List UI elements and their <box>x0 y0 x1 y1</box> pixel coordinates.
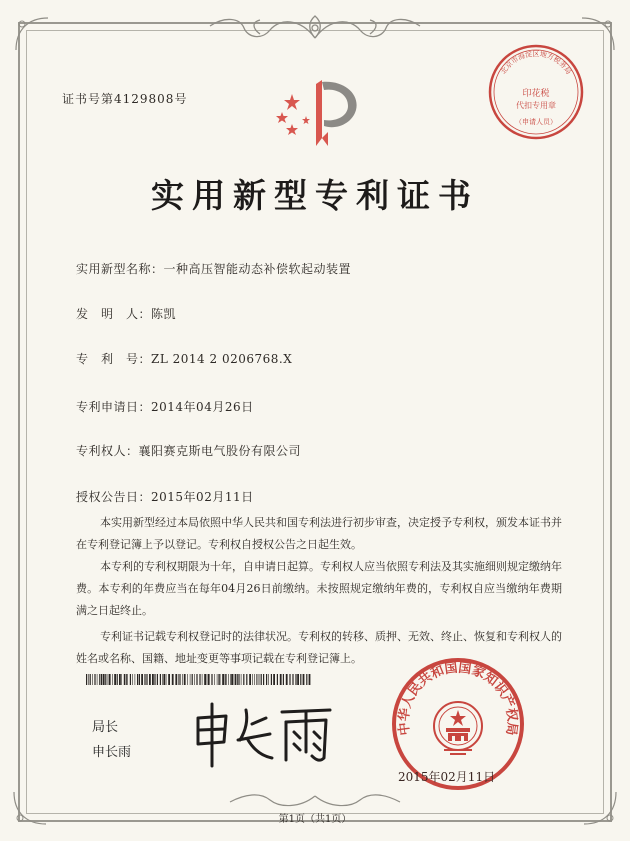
inventor-row <box>76 305 176 322</box>
patentee-value: 襄阳赛克斯电气股份有限公司 <box>138 444 302 458</box>
barcode <box>86 674 314 685</box>
patent-number-label: 专 利 号： <box>76 352 152 366</box>
seal-text: 中华人民共和国国家知识产权局 <box>396 660 520 737</box>
application-date-row <box>76 398 254 415</box>
utility-model-name-label: 实用新型名称： <box>76 262 164 276</box>
certificate-number: 证书号第4129808号 <box>62 92 188 106</box>
patent-number-row <box>76 350 292 367</box>
patentee-row <box>76 442 301 459</box>
patentee-label: 专利权人： <box>76 444 139 458</box>
body-paragraph-3: 专利证书记载专利权登记时的法律状况。专利权的转移、质押、无效、终止、恢复和专利权人的姓名或名称、国籍、地址变更等事项记载在专利登记簿上。 <box>76 630 562 665</box>
tax-stamp <box>484 40 588 144</box>
body-paragraph-1: 本实用新型经过本局依照中华人民共和国专利法进行初步审查，决定授予专利权，颁发本证书并在专利登记簿上予以登记。专利权自授权公告之日起生效。 <box>76 516 562 551</box>
certificate-body <box>76 512 562 670</box>
body-paragraph-2: 本专利的专利权期限为十年，自申请日起算。专利权人应当依照专利法及其实施细则规定缴纳年费。本专利的年费应当在每年04月26日前缴纳。未按照规定缴纳年费的，专利权自应当缴纳年费期满之日起终止。 <box>76 560 562 617</box>
page-number: 第1页（共1页） <box>278 814 352 825</box>
application-date-value: 2014年04月26日 <box>151 400 254 414</box>
patent-number-value: ZL 2014 2 0206768.X <box>151 352 293 366</box>
inventor-value: 陈凯 <box>151 307 177 321</box>
application-date-label: 专利申请日： <box>76 400 152 414</box>
grant-date-value: 2015年02月11日 <box>151 490 254 504</box>
director-title: 局长 <box>92 720 119 735</box>
grant-date-row <box>76 488 254 505</box>
inventor-label: 发 明 人： <box>76 307 152 321</box>
seal-date: 2015年02月11日 <box>398 770 496 784</box>
national-emblem-icon <box>434 702 482 754</box>
grant-date-label: 授权公告日： <box>76 490 152 504</box>
tax-stamp-outer-text: 北京市海淀区地方税务局 <box>499 50 573 76</box>
director-name: 申长雨 <box>92 745 132 760</box>
tax-stamp-bottom-text: （申请人员） <box>515 118 557 126</box>
top-ornament <box>200 8 430 46</box>
corner-ornament-top-left <box>12 14 52 54</box>
certificate-title: 实用新型专利证书 <box>151 176 479 215</box>
tax-stamp-line2: 代扣专用章 <box>516 101 556 110</box>
patent-office-logo <box>270 76 366 148</box>
tax-stamp-line1: 印花税 <box>522 89 550 99</box>
utility-model-name-value: 一种高压智能动态补偿软起动装置 <box>163 262 352 276</box>
utility-model-name-row <box>76 260 351 277</box>
handwritten-signature <box>190 700 340 770</box>
